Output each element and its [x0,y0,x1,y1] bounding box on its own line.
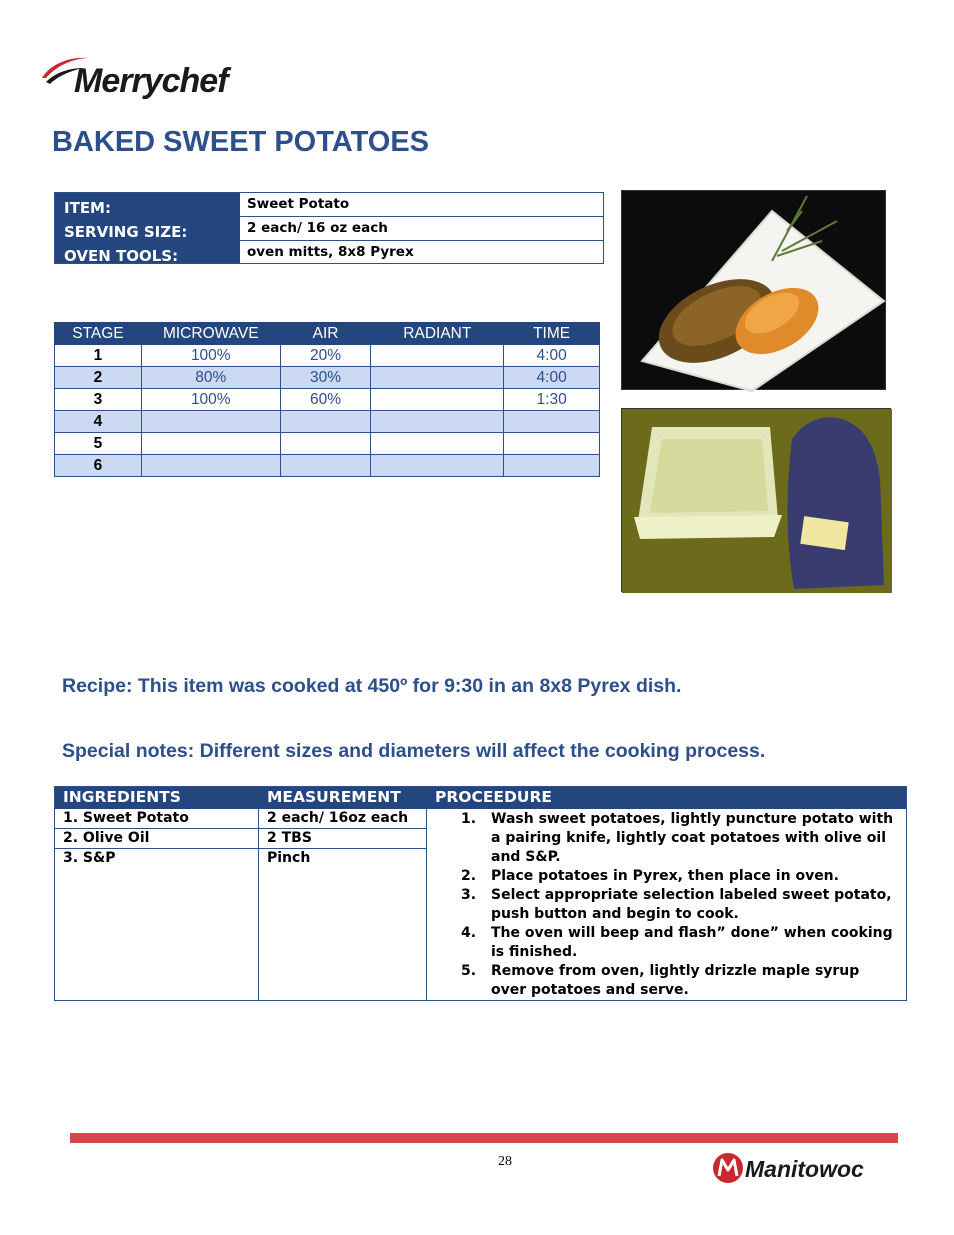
measurement-item: 2 each/ 16oz each [259,809,426,829]
header-time: TIME [504,323,600,345]
procedure-step: 4. The oven will beep and flash” done” when cooking is finished. [461,925,893,960]
microwave-cell: 100% [141,345,280,367]
air-cell [280,411,371,433]
sweet-potato-photo [621,190,886,390]
radiant-cell [371,367,504,389]
time-cell [504,433,600,455]
table-row [55,433,600,455]
pyrex-and-mitt-photo [621,408,891,592]
radiant-cell [371,389,504,411]
item-info-values [240,193,603,263]
table-row [55,345,600,367]
stage-cell: 3 [55,389,142,411]
microwave-cell [141,455,280,477]
stage-table [54,322,600,477]
microwave-cell [141,433,280,455]
time-cell: 4:00 [504,345,600,367]
serving-size-label: SERVING SIZE: [64,223,188,241]
radiant-cell [371,455,504,477]
header-ingredients: INGREDIENTS [63,788,181,806]
ingredient-item: 2. Olive Oil [55,829,258,849]
procedure-step: 1. Wash sweet potatoes, lightly puncture potato with a pairing knife, lightly coat potatoes with olive oil and S&P. [461,811,894,865]
procedure-step: 2. Place potatoes in Pyrex, then place in oven. [461,868,839,884]
serving-size-value: 2 each/ 16 oz each [240,217,603,241]
procedure-step: 5. Remove from oven, lightly drizzle maple syrup over potatoes and serve. [461,963,860,998]
air-cell [280,455,371,477]
ingredient-item: 1. Sweet Potato [55,809,258,829]
microwave-cell [141,411,280,433]
stage-table-header [55,323,600,345]
measurement-item: Pinch [267,850,311,866]
stage-cell: 2 [55,367,142,389]
page-number: 28 [498,1154,512,1169]
time-cell [504,455,600,477]
procedure-list [461,810,896,1000]
procedure-column [427,809,906,1000]
ingredients-table [54,786,907,1001]
manitowoc-logo [712,1150,864,1184]
stage-cell: 1 [55,345,142,367]
stage-cell: 4 [55,411,142,433]
header-procedure: PROCEEDURE [435,788,552,806]
oven-tools-label: OVEN TOOLS: [64,247,179,265]
air-cell: 60% [280,389,371,411]
procedure-step: 3. Select appropriate selection labeled sweet potato, push button and begin to cook. [461,887,892,922]
measurement-column [259,809,427,1000]
page-title: BAKED SWEET POTATOES [52,126,430,158]
time-cell [504,411,600,433]
special-notes-text: Special notes: Different sizes and diameters will affect the cooking process. [62,740,766,762]
merrychef-logo [40,52,260,108]
table-row [55,411,600,433]
stage-cell: 6 [55,455,142,477]
header-stage: STAGE [55,323,142,345]
table-row [55,367,600,389]
header-microwave: MICROWAVE [141,323,280,345]
stage-cell: 5 [55,433,142,455]
ingredient-item: 3. S&P [63,850,116,866]
table-row [55,455,600,477]
manitowoc-brand: Manitowoc [745,1156,864,1182]
air-cell [280,433,371,455]
air-cell: 20% [280,345,371,367]
item-label: ITEM: [64,199,111,217]
header-measurement: MEASUREMENT [267,788,401,806]
item-info-table [54,192,604,264]
ingredients-column [55,809,259,1000]
measurement-item: 2 TBS [259,829,426,849]
radiant-cell [371,411,504,433]
ingredients-table-body [55,809,906,1000]
recipe-text: Recipe: This item was cooked at 450º for 9:30 in an 8x8 Pyrex dish. [62,675,682,697]
time-cell: 1:30 [504,389,600,411]
header-air: AIR [280,323,371,345]
time-cell: 4:00 [504,367,600,389]
footer-divider [70,1133,898,1143]
radiant-cell [371,433,504,455]
air-cell: 30% [280,367,371,389]
merrychef-brand: Merrychef [74,62,228,100]
oven-tools-value: oven mitts, 8x8 Pyrex [247,244,414,260]
microwave-cell: 100% [141,389,280,411]
table-row [55,389,600,411]
item-value: Sweet Potato [240,193,603,217]
header-radiant: RADIANT [371,323,504,345]
item-info-labels [55,193,240,263]
microwave-cell: 80% [141,367,280,389]
ingredients-table-header [55,787,906,809]
radiant-cell [371,345,504,367]
